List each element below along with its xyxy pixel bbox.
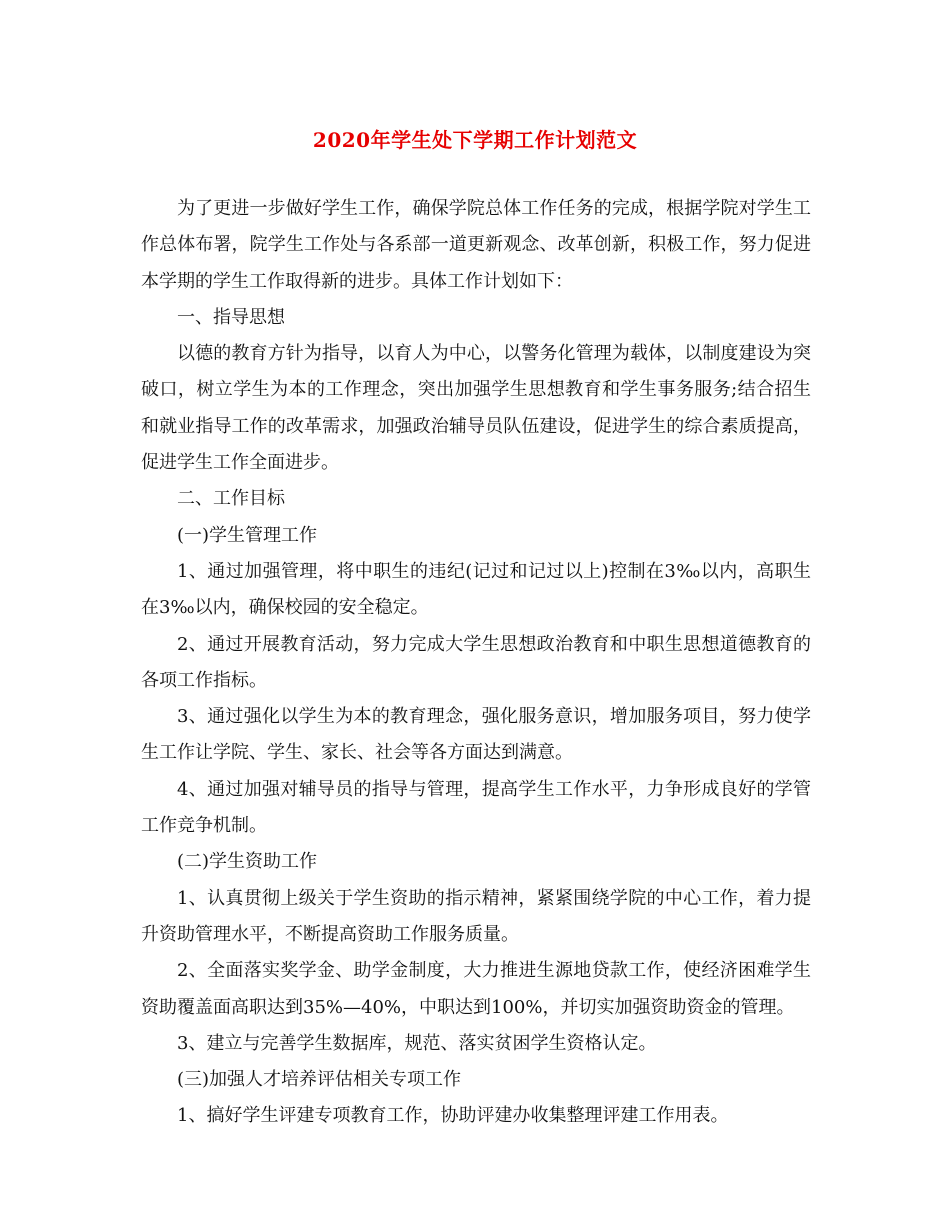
paragraph-guiding-thought: 以德的教育方针为指导，以育人为中心，以警务化管理为载体，以制度建设为突破口，树立学生为本的工作理念，突出加强学生思想教育和学生事务服务;结合招生和就业指导工作的改革需求，加强政治辅导员队伍建设，促进学生的综合素质提高，促进学生工作全面进步。 xyxy=(141,343,811,474)
subheading-talent-evaluation: (三)加强人才培养评估相关专项工作 xyxy=(177,1069,462,1091)
paragraph-intro: 为了更进一步做好学生工作，确保学院总体工作任务的完成，根据学院对学生工作总体布署，院学生工作处与各系部一道更新观念、改革创新，积极工作，努力促进本学期的学生工作取得新的进步。具体工作计划如下： xyxy=(141,198,811,292)
list-item: 2、全面落实奖学金、助学金制度，大力推进生源地贷款工作，使经济困难学生资助覆盖面高职达到35%—40%，中职达到100%，并切实加强资助资金的管理。 xyxy=(141,960,811,1018)
list-item: 4、通过加强对辅导员的指导与管理，提高学生工作水平，力争形成良好的学管工作竞争机制。 xyxy=(141,778,811,837)
subheading-student-management: (一)学生管理工作 xyxy=(177,524,318,546)
list-item: 1、通过加强管理，将中职生的违纪(记过和记过以上)控制在3‰以内，高职生在3‰以内，确保校园的安全稳定。 xyxy=(141,560,811,619)
list-item: 1、认真贯彻上级关于学生资助的指示精神，紧紧围绕学院的中心工作，着力提升资助管理水平，不断提高资助工作服务质量。 xyxy=(141,887,811,945)
list-item: 1、搞好学生评建专项教育工作，协助评建办收集整理评建工作用表。 xyxy=(177,1105,729,1127)
list-item: 3、通过强化以学生为本的教育理念，强化服务意识，增加服务项目，努力使学生工作让学院、学生、家长、社会等各方面达到满意。 xyxy=(141,706,811,764)
document-body xyxy=(141,191,811,1135)
list-item: 2、通过开展教育活动，努力完成大学生思想政治教育和中职生思想道德教育的各项工作指标。 xyxy=(141,633,811,691)
list-item: 3、建立与完善学生数据库，规范、落实贫困学生资格认定。 xyxy=(177,1032,657,1054)
heading-guiding-thought: 一、指导思想 xyxy=(177,306,285,328)
document-title: 2020年学生处下学期工作计划范文 xyxy=(312,128,638,152)
subheading-student-aid: (二)学生资助工作 xyxy=(177,851,318,873)
heading-work-goals: 二、工作目标 xyxy=(177,488,285,510)
